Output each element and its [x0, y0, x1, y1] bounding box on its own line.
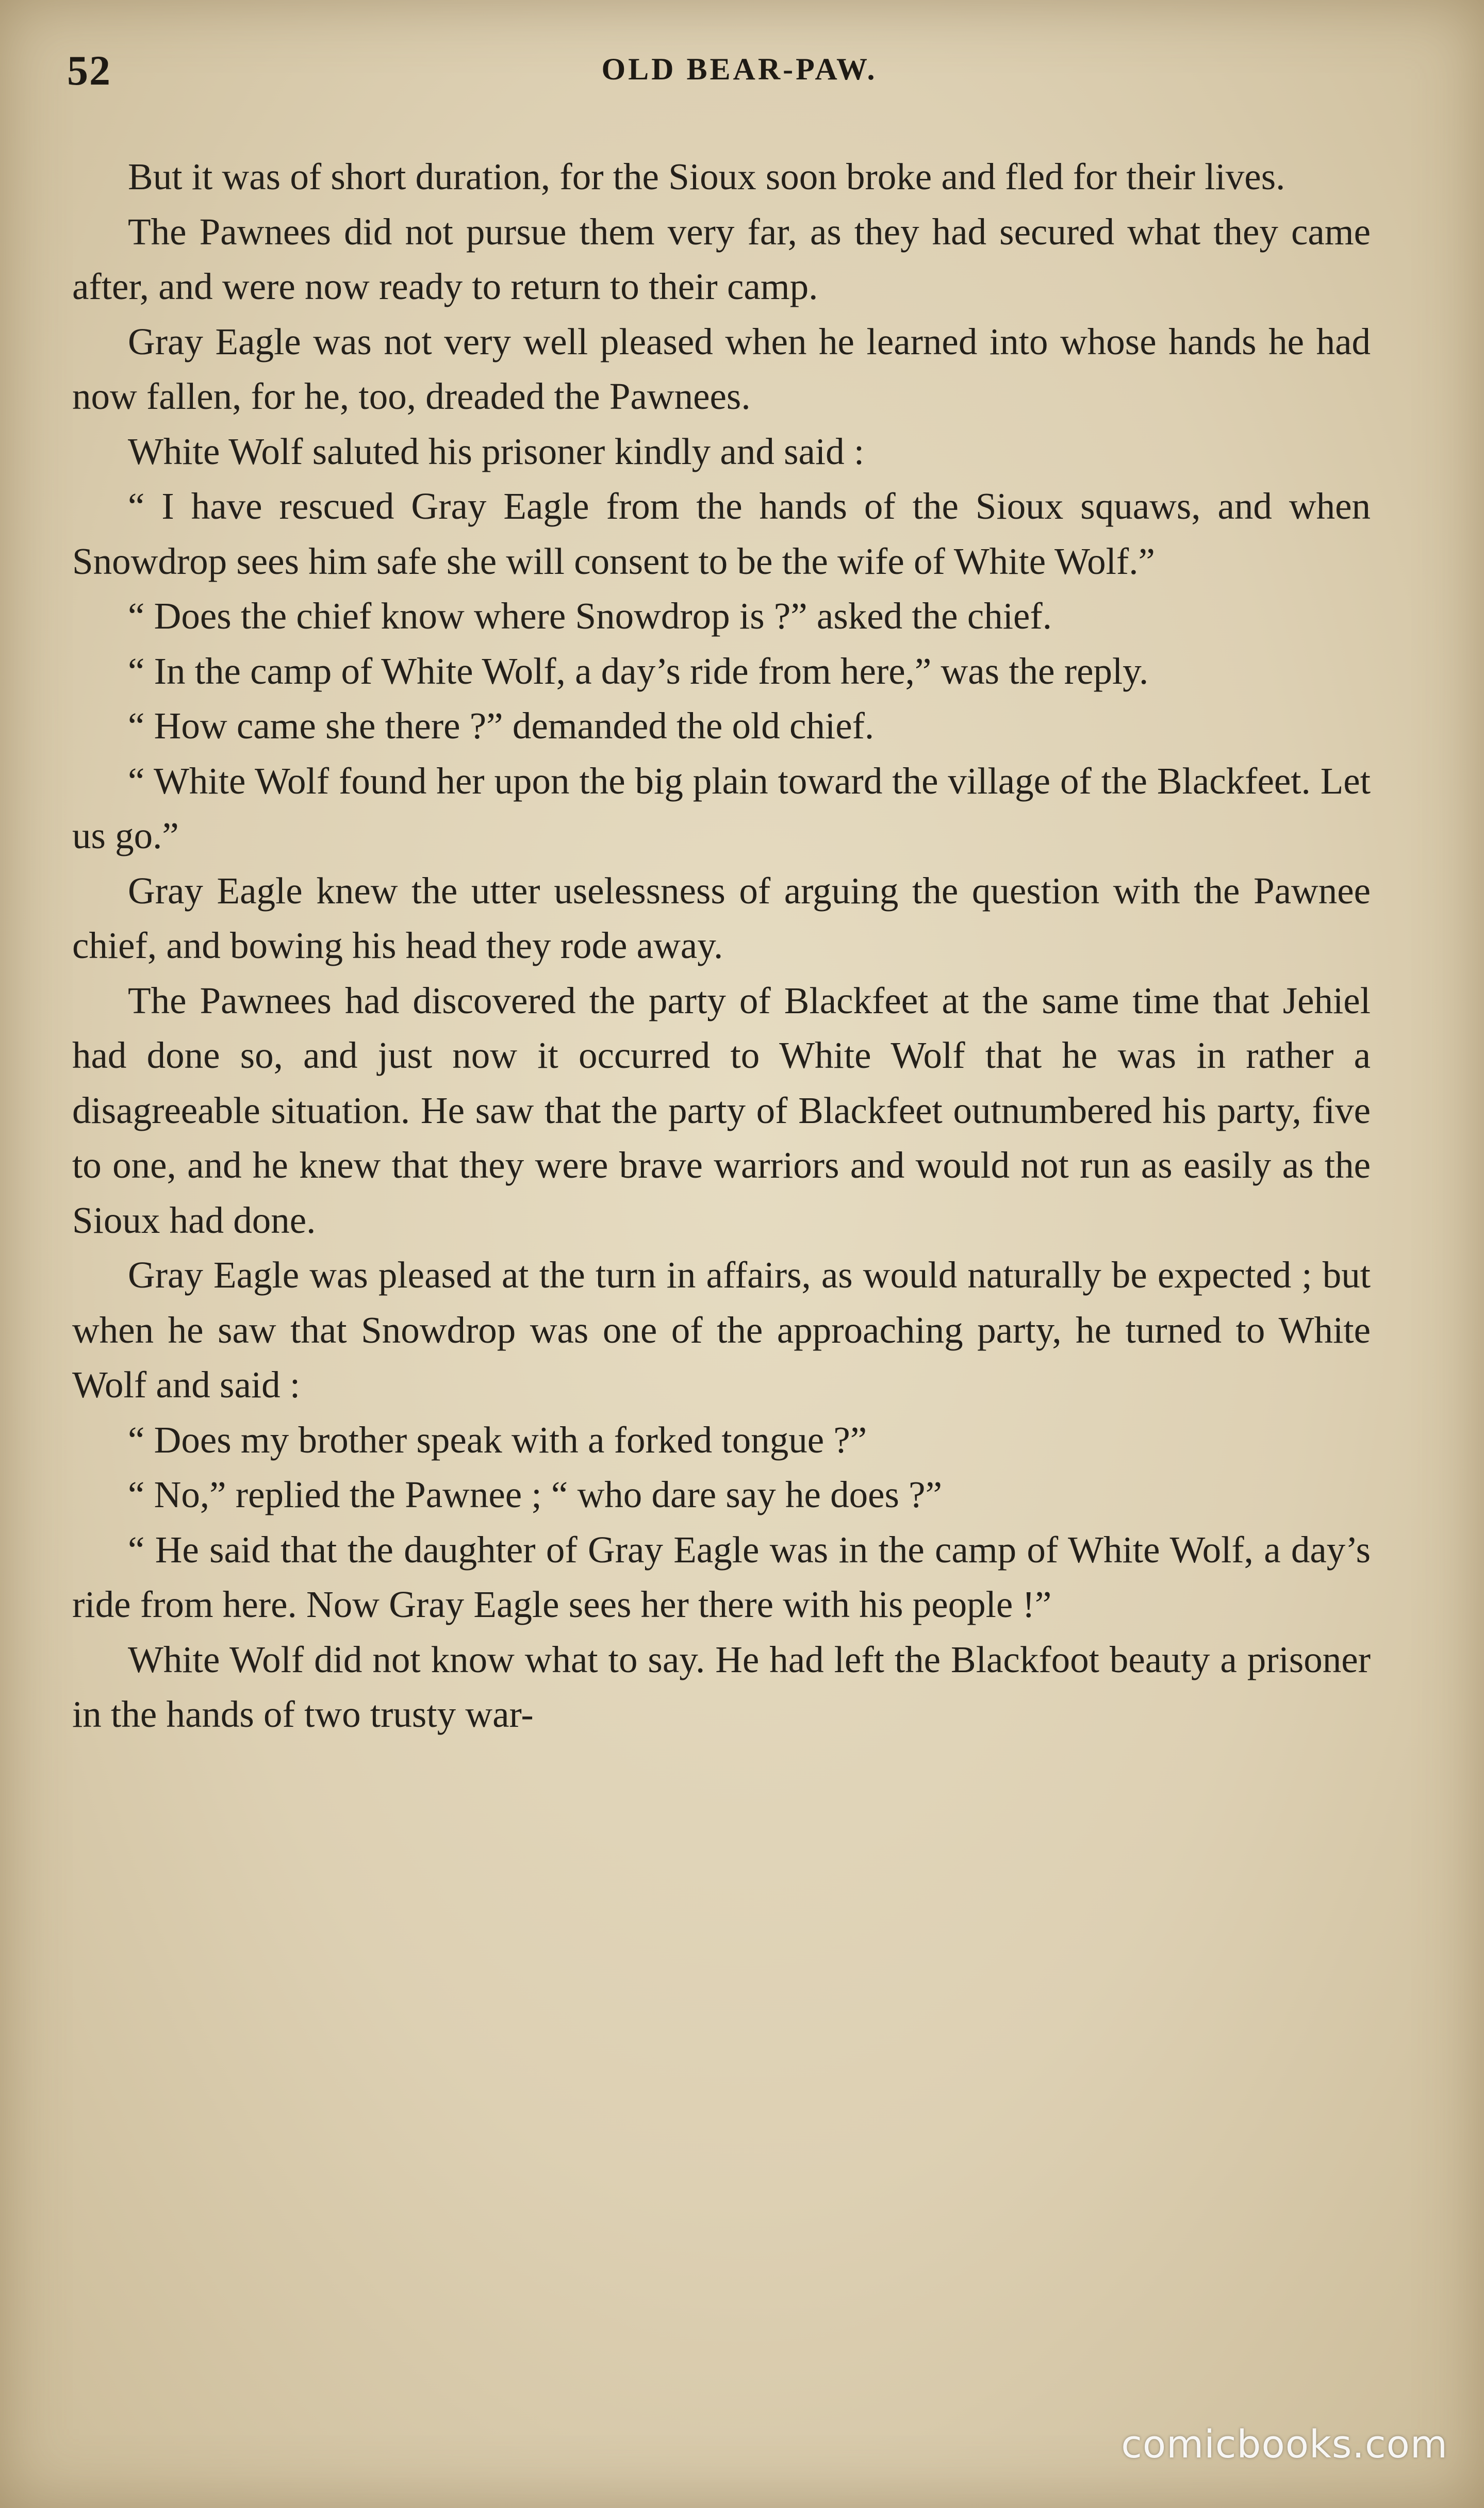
paragraph: White Wolf saluted his prisoner kindly and said : [128, 430, 865, 472]
body-text [72, 150, 1371, 1742]
running-title: OLD BEAR-PAW. [601, 52, 878, 86]
paragraph: Gray Eagle was not very well pleased when he learned into whose hands he had now fallen, for he, too, dreaded the Pawnees. [72, 320, 1371, 417]
page-number: 52 [67, 47, 111, 94]
paragraph: “ He said that the daughter of Gray Eagle was in the camp of White Wolf, a day’s ride from here. Now Gray Eagle sees her there with his people !” [72, 1528, 1371, 1625]
watermark: comicbooks.com [1121, 2422, 1448, 2467]
paragraph: “ I have rescued Gray Eagle from the hands of the Sioux squaws, and when Snowdrop sees him safe she will consent to be the wife of White Wolf.” [72, 485, 1371, 582]
paragraph: But it was of short duration, for the Sioux soon broke and fled for their lives. [128, 156, 1285, 197]
paragraph: Gray Eagle knew the utter uselessness of arguing the question with the Pawnee chief, and bowing his head they rode away. [72, 869, 1371, 966]
paragraph: The Pawnees had discovered the party of Blackfeet at the same time that Jehiel had done so, and just now it occurred to White Wolf that he was in rather a disagreeable situation. He saw that the party of Blackfeet outnumbered his party, five to one, and he knew that they were brave warriors and would not run as easily as the Sioux had done. [72, 979, 1371, 1241]
paragraph: “ In the camp of White Wolf, a day’s ride from here,” was the reply. [128, 650, 1149, 692]
paragraph: The Pawnees did not pursue them very far, as they had secured what they came after, and were now ready to return to their camp. [72, 210, 1371, 307]
paragraph: White Wolf did not know what to say. He had left the Blackfoot beauty a prisoner in the hands of two trusty war- [72, 1638, 1371, 1735]
paragraph: “ White Wolf found her upon the big plain toward the village of the Blackfeet. Let us go.” [72, 760, 1371, 856]
paragraph: Gray Eagle was pleased at the turn in affairs, as would naturally be expected ; but when he saw that Snowdrop was one of the approaching party, he turned to White Wolf and said : [72, 1254, 1371, 1406]
paragraph: “ Does the chief know where Snowdrop is ?” asked the chief. [128, 595, 1052, 637]
paragraph: “ Does my brother speak with a forked tongue ?” [128, 1418, 867, 1461]
paragraph: “ No,” replied the Pawnee ; “ who dare say he does ?” [128, 1474, 942, 1515]
paragraph: “ How came she there ?” demanded the old chief. [128, 705, 875, 747]
page-header [67, 46, 1412, 103]
